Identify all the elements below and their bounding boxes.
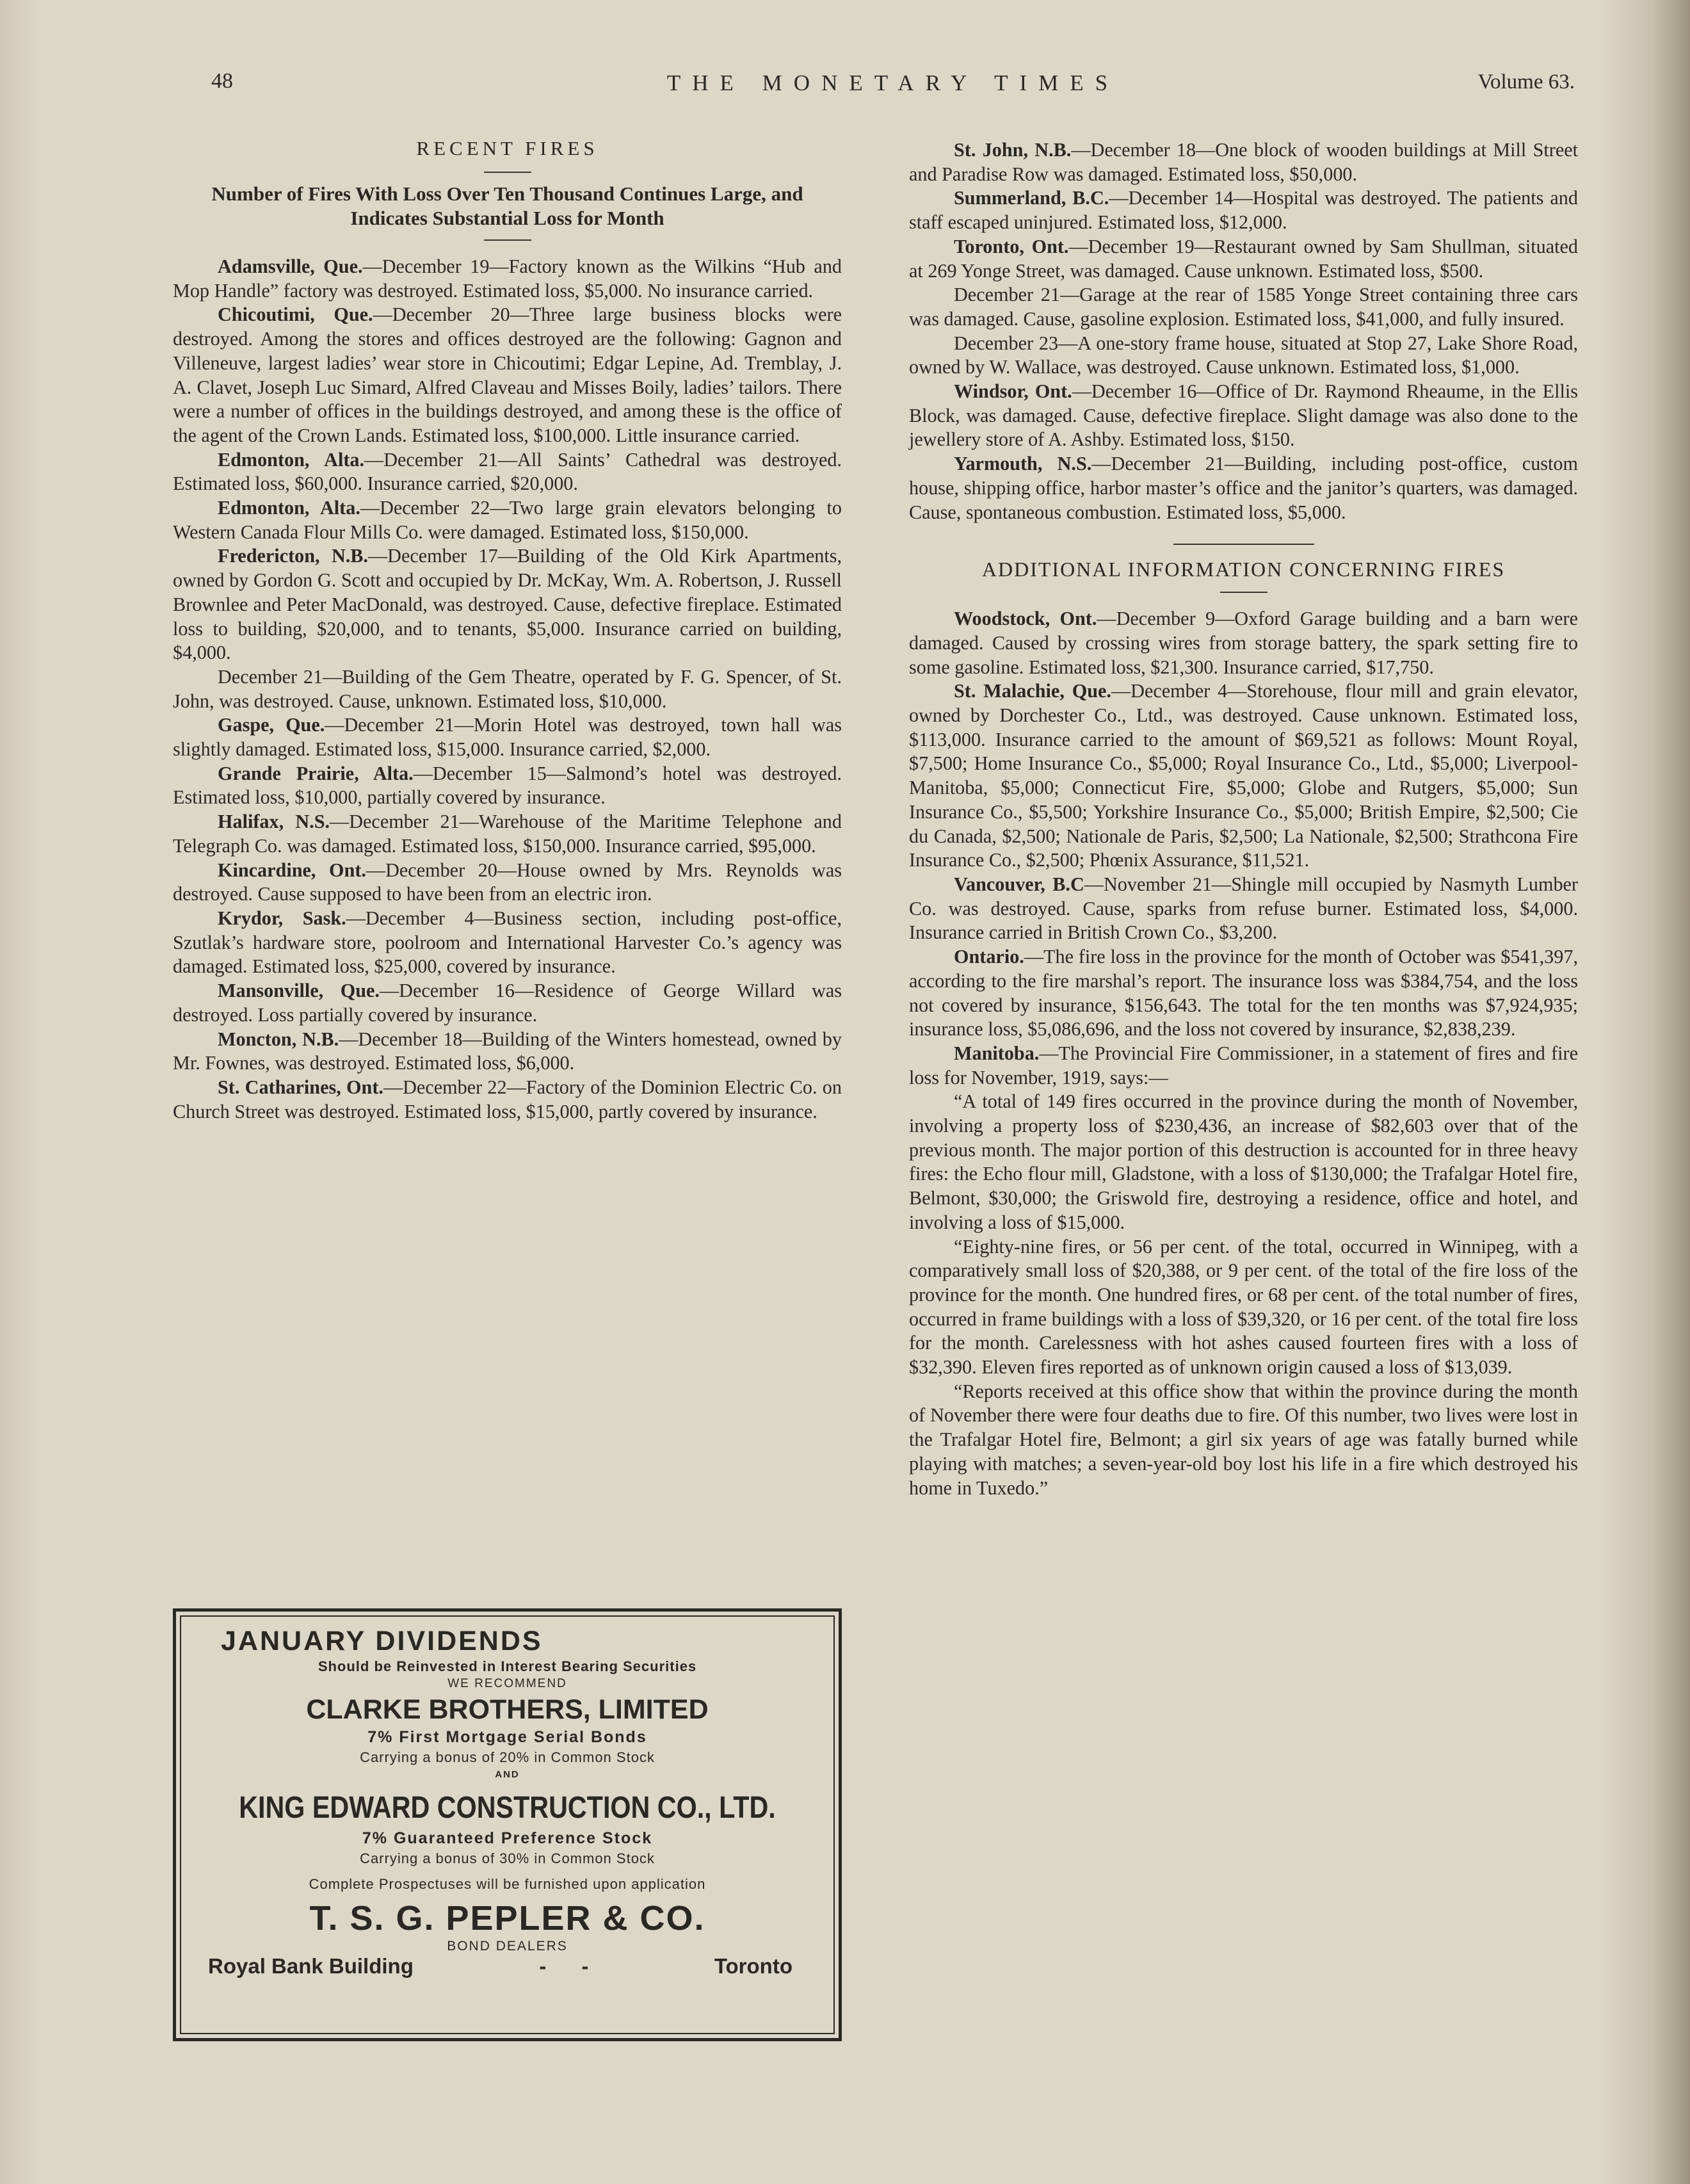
report-location: Grande Prairie, Alta.: [218, 762, 414, 784]
report-location: Vancouver, B.C: [954, 873, 1084, 895]
fire-report-paragraph: [909, 332, 1578, 380]
fire-report-list-continued: [909, 138, 1578, 524]
ad-address: Royal Bank Building: [208, 1954, 414, 1978]
divider: [1220, 592, 1268, 593]
report-location: Kincardine, Ont.: [218, 859, 366, 881]
fire-report-paragraph: [173, 1028, 842, 1076]
fire-report-paragraph: [173, 448, 842, 496]
divider: [484, 172, 531, 173]
fire-report-paragraph: [173, 810, 842, 858]
report-text: —December 17—Building of the Old Kirk Apartments, owned by Gordon G. Scott and occupied by Dr. McKay, Wm. A. Robertson, J. Russell Brownlee and Peter MacDonald, was destroyed. Cause, defective fireplace. Estimated loss to building, $20,000, and to tenants, $5,000. Insurance carried on building, $4,000.: [173, 545, 842, 664]
report-location: Krydor, Sask.: [218, 907, 346, 929]
report-location: Edmonton, Alta.: [218, 497, 360, 519]
report-location: St. Malachie, Que.: [954, 680, 1111, 702]
fire-report-paragraph: [173, 1076, 842, 1124]
right-column: [909, 128, 1578, 1500]
fire-report-paragraph: [909, 186, 1578, 234]
section-subheading: Number of Fires With Loss Over Ten Thousand Continues Large, and Indicates Substantial Loss for Month: [211, 182, 803, 229]
ad-address-row: [181, 1954, 833, 1978]
fire-report-paragraph: [909, 1235, 1578, 1380]
ad-line: Carrying a bonus of 20% in Common Stock: [360, 1749, 655, 1765]
fire-report-paragraph: [173, 544, 842, 665]
fire-report-list: [173, 255, 842, 1124]
fire-report-paragraph: [173, 665, 842, 713]
fire-report-paragraph: [909, 138, 1578, 186]
report-text: —December 18—One block of wooden buildings at Mill Street and Paradise Row was damaged. Estimated loss, $50,000.: [909, 139, 1579, 185]
volume-label: Volume 63.: [1477, 70, 1575, 93]
report-text: —December 15—Salmond’s hotel was destroyed. Estimated loss, $10,000, partially covered by insurance.: [173, 762, 842, 809]
report-location: St. Catharines, Ont.: [218, 1076, 383, 1098]
report-text: “Eighty-nine fires, or 56 per cent. of the total, occurred in Winnipeg, with a comparatively small loss of $20,388, or 9 per cent. of the total of the fire loss of the province for the month. One hundred fires, or 68 per cent. of the total number of fires, occurred in frame buildings with a loss of $39,320, or 16 per cent. of the total fire loss for the month. Carelessness with hot ashes caused fourteen fires with a loss of $32,390. Eleven fires reported as of unknown origin caused a loss of $13,039.: [909, 1235, 1578, 1379]
ad-headline: JANUARY DIVIDENDS: [221, 1626, 543, 1656]
ad-line: Carrying a bonus of 30% in Common Stock: [360, 1850, 655, 1866]
report-text: “Reports received at this office show that within the province during the month of November there were four deaths due to fire. Of this number, two lives were lost in the Trafalgar Hotel fire, Belmont; a girl six years of age was fatally burned while playing with matches; a seven-year-old boy lost his life in a fire which destroyed his home in Tuxedo.”: [909, 1380, 1578, 1499]
ad-company-name: KING EDWARD CONSTRUCTION CO., LTD.: [239, 1791, 776, 1825]
page-number: 48: [211, 69, 233, 93]
report-text: —December 4—Storehouse, flour mill and grain elevator, owned by Dorchester Co., Ltd., was destroyed. Cause unknown. Estimated loss, $113,000. Insurance carried to the amount of $69,521 as follows: Mount Royal, $7,500; Home Insurance Co., $5,000; Royal Insurance Co., Ltd., $5,000; Liverpool-Manitoba, $5,000; Connecticut Fire, $5,000; Globe and Rutgers, $5,000; Sun Insurance Co., $5,500; Yorkshire Insurance Co., $5,000; British Empire, $2,500; Cie du Canada, $2,500; Nationale de Paris, $2,500; La Nationale, $2,500; Strathcona Fire Insurance Co., $2,500; Phœnix Assurance, $11,521.: [909, 680, 1578, 871]
report-text: —December 22—Factory of the Dominion Electric Co. on Church Street was destroyed. Estimated loss, $15,000, partly covered by insurance.: [173, 1076, 842, 1122]
advertisement-box: [173, 1608, 842, 2041]
report-text: —December 21—Morin Hotel was destroyed, town hall was slightly damaged. Estimated loss, $15,000. Insurance carried, $2,000.: [173, 714, 842, 761]
ad-line: Complete Prospectuses will be furnished upon application: [309, 1876, 706, 1892]
section-title: RECENT FIRES: [416, 137, 599, 159]
ad-city: Toronto: [714, 1954, 793, 1978]
divider: [484, 239, 531, 241]
report-location: Yarmouth, N.S.: [954, 453, 1092, 475]
report-location: St. John, N.B.: [954, 139, 1072, 161]
report-text: —December 14—Hospital was destroyed. The patients and staff escaped uninjured. Estimated loss, $12,000.: [909, 187, 1578, 234]
fire-report-paragraph: [909, 380, 1578, 452]
report-location: Fredericton, N.B.: [218, 545, 368, 567]
report-text: —December 20—Three large business blocks were destroyed. Among the stores and offices destroyed are the following: Gagnon and Villeneuve, largest ladies’ wear store in Chicoutimi; Edgar Lepine, Ad. Tremblay, J. A. Clavet, Joseph Luc Simard, Alfred Claveau and Misses Boily, ladies’ tailors. There were a number of offices in the buildings destroyed, and among these is the office of the agent of the Crown Lands. Estimated loss, $100,000. Little insurance carried.: [173, 303, 842, 446]
report-text: —December 19—Restaurant owned by Sam Shullman, situated at 269 Yonge Street, was damaged. Cause unknown. Estimated loss, $500.: [909, 235, 1578, 282]
report-location: Adamsville, Que.: [218, 255, 363, 277]
report-location: Manitoba.: [954, 1042, 1040, 1064]
fire-report-paragraph: [909, 452, 1578, 524]
report-text: —December 21—Building, including post-office, custom house, shipping office, harbor master’s office and the janitor’s quarters, was damaged. Cause, spontaneous combustion. Estimated loss, $5,000.: [909, 453, 1578, 523]
report-text: —December 9—Oxford Garage building and a barn were damaged. Caused by crossing wires from storage battery, the spark setting fire to some gasoline. Estimated loss, $21,300. Insurance carried, $17,750.: [909, 608, 1578, 678]
fire-report-paragraph: [909, 235, 1578, 283]
report-location: Gaspe, Que.: [218, 714, 325, 736]
report-location: Toronto, Ont.: [954, 235, 1069, 257]
report-location: Edmonton, Alta.: [218, 448, 365, 471]
report-text: “A total of 149 fires occurred in the province during the month of November, involving a property loss of $230,436, an increase of $82,603 over that of the previous month. The major portion of this destruction is accounted for in three heavy fires: the Echo flour mill, Gladstone, with a loss of $130,000; the Trafalgar Hotel fire, Belmont, $30,000; the Griswold fire, destroying a residence, office and hotel, and involving a loss of $15,000.: [909, 1090, 1578, 1233]
report-location: Woodstock, Ont.: [954, 608, 1097, 630]
report-text: —December 22—Two large grain elevators belonging to Western Canada Flour Mills Co. were damaged. Estimated loss, $150,000.: [173, 497, 842, 543]
fire-report-paragraph: [909, 873, 1578, 945]
fire-report-paragraph: [909, 1042, 1578, 1090]
report-location: Mansonville, Que.: [218, 980, 380, 1002]
report-location: Windsor, Ont.: [954, 380, 1072, 403]
ad-line: AND: [495, 1769, 520, 1780]
report-text: December 23—A one-story frame house, situated at Stop 27, Lake Shore Road, owned by W. Wallace, was destroyed. Cause unknown. Estimated loss, $1,000.: [909, 332, 1578, 378]
page-header: [211, 64, 1575, 102]
left-column: [173, 128, 842, 1124]
report-text: —December 19—Factory known as the Wilkins “Hub and Mop Handle” factory was destroyed. Estimated loss, $5,000. No insurance carried.: [173, 255, 842, 302]
fire-report-paragraph: [909, 607, 1578, 679]
report-location: Summerland, B.C.: [954, 187, 1109, 209]
report-text: —December 20—House owned by Mrs. Reynolds was destroyed. Cause supposed to have been from an electric iron.: [173, 859, 842, 905]
fire-report-paragraph: [173, 979, 842, 1027]
report-text: —December 16—Residence of George Willard was destroyed. Loss partially covered by insurance.: [173, 980, 842, 1026]
fire-report-paragraph: [173, 496, 842, 544]
fire-report-paragraph: [173, 907, 842, 979]
ad-line: BOND DEALERS: [447, 1939, 568, 1953]
fire-report-paragraph: [909, 283, 1578, 331]
additional-report-list: [909, 607, 1578, 1500]
ad-security: 7% First Mortgage Serial Bonds: [367, 1728, 647, 1746]
report-location: Ontario.: [954, 946, 1024, 968]
report-text: —The fire loss in the province for the month of October was $541,397, according to the fire marshal’s report. The insurance loss was $384,754, and the loss not covered by insurance, $156,643. The total for the ten months was $7,924,935; insurance loss, $5,086,696, and the loss not covered by insurance, $2,838,239.: [909, 946, 1578, 1040]
report-text: December 21—Building of the Gem Theatre, operated by F. G. Spencer, of St. John, was destroyed. Cause, unknown. Estimated loss, $10,000.: [173, 665, 842, 712]
fire-report-paragraph: [909, 679, 1578, 873]
report-text: —The Provincial Fire Commissioner, in a statement of fires and fire loss for November, 1919, says:—: [909, 1042, 1578, 1088]
report-location: Halifax, N.S.: [218, 811, 330, 833]
report-text: —December 4—Business section, including post-office, Szutlak’s hardware store, poolroom and International Harvester Co.’s agency was damaged. Estimated loss, $25,000, covered by insurance.: [173, 907, 842, 978]
fire-report-paragraph: [173, 713, 842, 761]
report-location: Moncton, N.B.: [218, 1028, 339, 1050]
report-text: —December 21—All Saints’ Cathedral was destroyed. Estimated loss, $60,000. Insurance carried, $20,000.: [173, 448, 842, 495]
fire-report-paragraph: [173, 859, 842, 907]
masthead: THE MONETARY TIMES: [666, 70, 1120, 95]
report-text: —November 21—Shingle mill occupied by Nasmyth Lumber Co. was destroyed. Cause, sparks from refuse burner. Estimated loss, $4,000. Insurance carried in British Crown Co., $3,200.: [909, 873, 1578, 944]
divider: [1173, 544, 1314, 545]
ad-separator: - -: [539, 1954, 589, 1978]
fire-report-paragraph: [173, 255, 842, 303]
fire-report-paragraph: [173, 303, 842, 448]
report-location: Chicoutimi, Que.: [218, 303, 373, 326]
ad-firm-name: T. S. G. PEPLER & CO.: [309, 1899, 705, 1937]
fire-report-paragraph: [909, 1090, 1578, 1234]
report-text: December 21—Garage at the rear of 1585 Yonge Street containing three cars was damaged. Cause, gasoline explosion. Estimated loss, $41,000, and fully insured.: [909, 284, 1578, 330]
fire-report-paragraph: [909, 945, 1578, 1042]
ad-company-name: CLARKE BROTHERS, LIMITED: [306, 1694, 709, 1725]
ad-line: WE RECOMMEND: [447, 1677, 567, 1690]
ad-security: 7% Guaranteed Preference Stock: [362, 1829, 653, 1847]
additional-section-title: ADDITIONAL INFORMATION CONCERNING FIRES: [981, 558, 1506, 581]
report-text: —December 16—Office of Dr. Raymond Rheaume, in the Ellis Block, was damaged. Cause, defective fireplace. Slight damage was also done to the jewellery store of A. Ashby. Estimated loss, $150.: [909, 380, 1578, 451]
report-text: —December 21—Warehouse of the Maritime Telephone and Telegraph Co. was damaged. Estimated loss, $150,000. Insurance carried, $95,000.: [173, 811, 842, 857]
fire-report-paragraph: [173, 762, 842, 810]
fire-report-paragraph: [909, 1380, 1578, 1501]
ad-line: Should be Reinvested in Interest Bearing Securities: [318, 1658, 697, 1674]
report-text: —December 18—Building of the Winters homestead, owned by Mr. Fownes, was destroyed. Estimated loss, $6,000.: [173, 1028, 842, 1074]
